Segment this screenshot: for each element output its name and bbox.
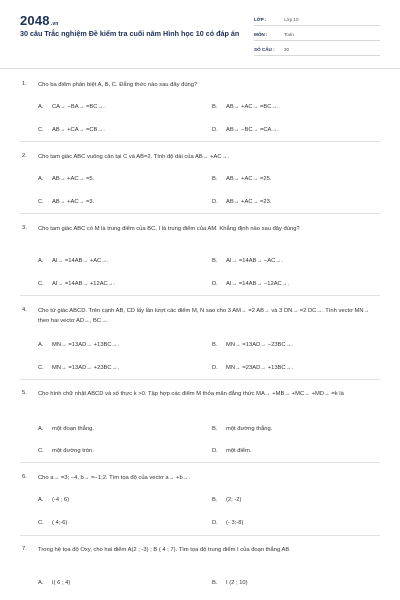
option-label: A. [38,497,44,503]
option-label: D. [212,365,218,371]
option-text: I (2 ; 10) [226,580,248,586]
option-label: C. [38,520,44,526]
option-label: C. [38,199,44,205]
option-label: A. [38,258,44,264]
option-text: AB→ +AC→ =3. [52,199,95,205]
question-number: 2. [22,153,27,159]
option-text: (-4 ; 6) [52,497,70,503]
option-label: C. [38,365,44,371]
option-text: một điểm. [226,448,252,454]
option-text: AB→ +AC→ =25. [226,176,272,182]
option-label: B. [212,104,218,110]
question-number: 6. [22,474,27,480]
option-text: ( 4;-6) [52,520,68,526]
option-text: AI→ =14AB→ +12AC→. [52,281,116,287]
option-label: D. [212,127,218,133]
option-label: B. [212,258,218,264]
option-text: AB→ +CA→ =CB→. [52,127,105,133]
meta-key: MÔN : [254,32,268,37]
option-label: B. [212,176,218,182]
option-text: AB→ +AC→ =5. [52,176,95,182]
question-divider [20,462,380,463]
option-label: A. [38,176,44,182]
site-logo[interactable] [20,13,59,28]
option-text: AB→ +AC→ =23. [226,199,272,205]
option-text: AI→ =14AB→ +AC→. [52,258,109,264]
question-text: Cho tam giác ABC có M là trung điểm của BC, I là trung điểm của AM. Khẳng định nào sau đây đúng? [38,226,300,232]
option-text: AI→ =14AB→ −12AC→. [226,281,290,287]
option-label: D. [212,199,218,205]
option-label: A. [38,580,44,586]
option-label: C. [38,127,44,133]
option-text: (2; -2) [226,497,242,503]
document-title: 30 câu Trắc nghiệm Đề kiểm tra cuối năm Hình học 10 có đáp án [20,29,240,38]
logo-suffix: .vn [50,21,59,27]
option-label: A. [38,426,44,432]
meta-key: LỚP : [254,17,267,22]
option-label: B. [212,580,218,586]
question-text: Trong hệ tọa độ Oxy, cho hai điểm A(2 ; -3) ; B ( 4 ; 7). Tìm tọa độ trung điểm I của đoạn thẳng AB [38,547,290,553]
option-text: I( 6 ; 4) [52,580,71,586]
option-text: MN→ =13AD→ +13BC→. [52,342,120,348]
option-label: D. [212,281,218,287]
question-divider [20,141,380,142]
question-number: 1. [22,81,27,87]
option-label: B. [212,426,218,432]
option-label: C. [38,448,44,454]
question-number: 7. [22,546,27,552]
option-label: D. [212,448,218,454]
question-list [0,69,400,600]
option-label: D. [212,520,218,526]
question-text: Cho hình chữ nhật ABCD và số thực k >0. Tập hợp các điểm M thỏa mãn đẳng thức MA→ +MB→ +MC→ +MD→ =k là [38,391,344,397]
option-label: A. [38,104,44,110]
question-divider [20,379,380,380]
meta-value: Toán [284,32,294,37]
meta-question-count [254,44,380,56]
question-text: Cho ba điểm phân biệt A, B, C. Đẳng thức nào sau đây đúng? [38,82,198,88]
question-text: Cho tứ giác ABCD. Trên cạnh AB, CD lấy lần lượt các điểm M, N sao cho 3 AM→ =2 AB→ và 3 DN→ =2 DC→. Tính vectơ MN→ theo hai vectơ AD→, BC→. [38,308,370,324]
question-text: Cho a→ =3; −4, b→ =−1;2. Tìm tọa độ của vectơ a→ +b→. [38,475,191,481]
meta-value: Lớp 10 [284,17,299,22]
option-label: C. [38,281,44,287]
logo-text: 2048 [20,13,50,28]
meta-key: SỐ CÂU : [254,47,275,52]
question-number: 3. [22,225,27,231]
option-text: CA→ −BA→ =BC→. [52,104,105,110]
option-text: AI→ =14AB→ −AC→. [226,258,283,264]
document-header [0,0,400,68]
option-text: (- 3;-8) [226,520,244,526]
option-text: MN→ =23AD→ +13BC→. [226,365,294,371]
option-text: MN→ =13AD→ −23BC→. [226,342,294,348]
option-text: AB→ +AC→ =BC→. [226,104,279,110]
meta-value: 30 [284,47,290,52]
option-text: MN→ =13AD→ +23BC→. [52,365,120,371]
option-label: B. [212,342,218,348]
option-text: một đường thẳng. [226,426,273,432]
question-divider [20,213,380,214]
question-number: 4. [22,307,27,313]
option-label: A. [38,342,44,348]
option-label: B. [212,497,218,503]
question-text: Cho tam giác ABC vuông cân tại C và AB=2. Tính độ dài của AB→ +AC→. [38,154,229,160]
option-text: AB→ −BC→ =CA→. [226,127,279,133]
question-number: 5. [22,390,27,396]
meta-subject [254,29,380,41]
meta-grade [254,14,380,26]
option-text: một đường tròn. [52,448,94,454]
question-divider [20,295,380,296]
question-divider [20,535,380,536]
option-text: một đoạn thẳng. [52,426,94,432]
